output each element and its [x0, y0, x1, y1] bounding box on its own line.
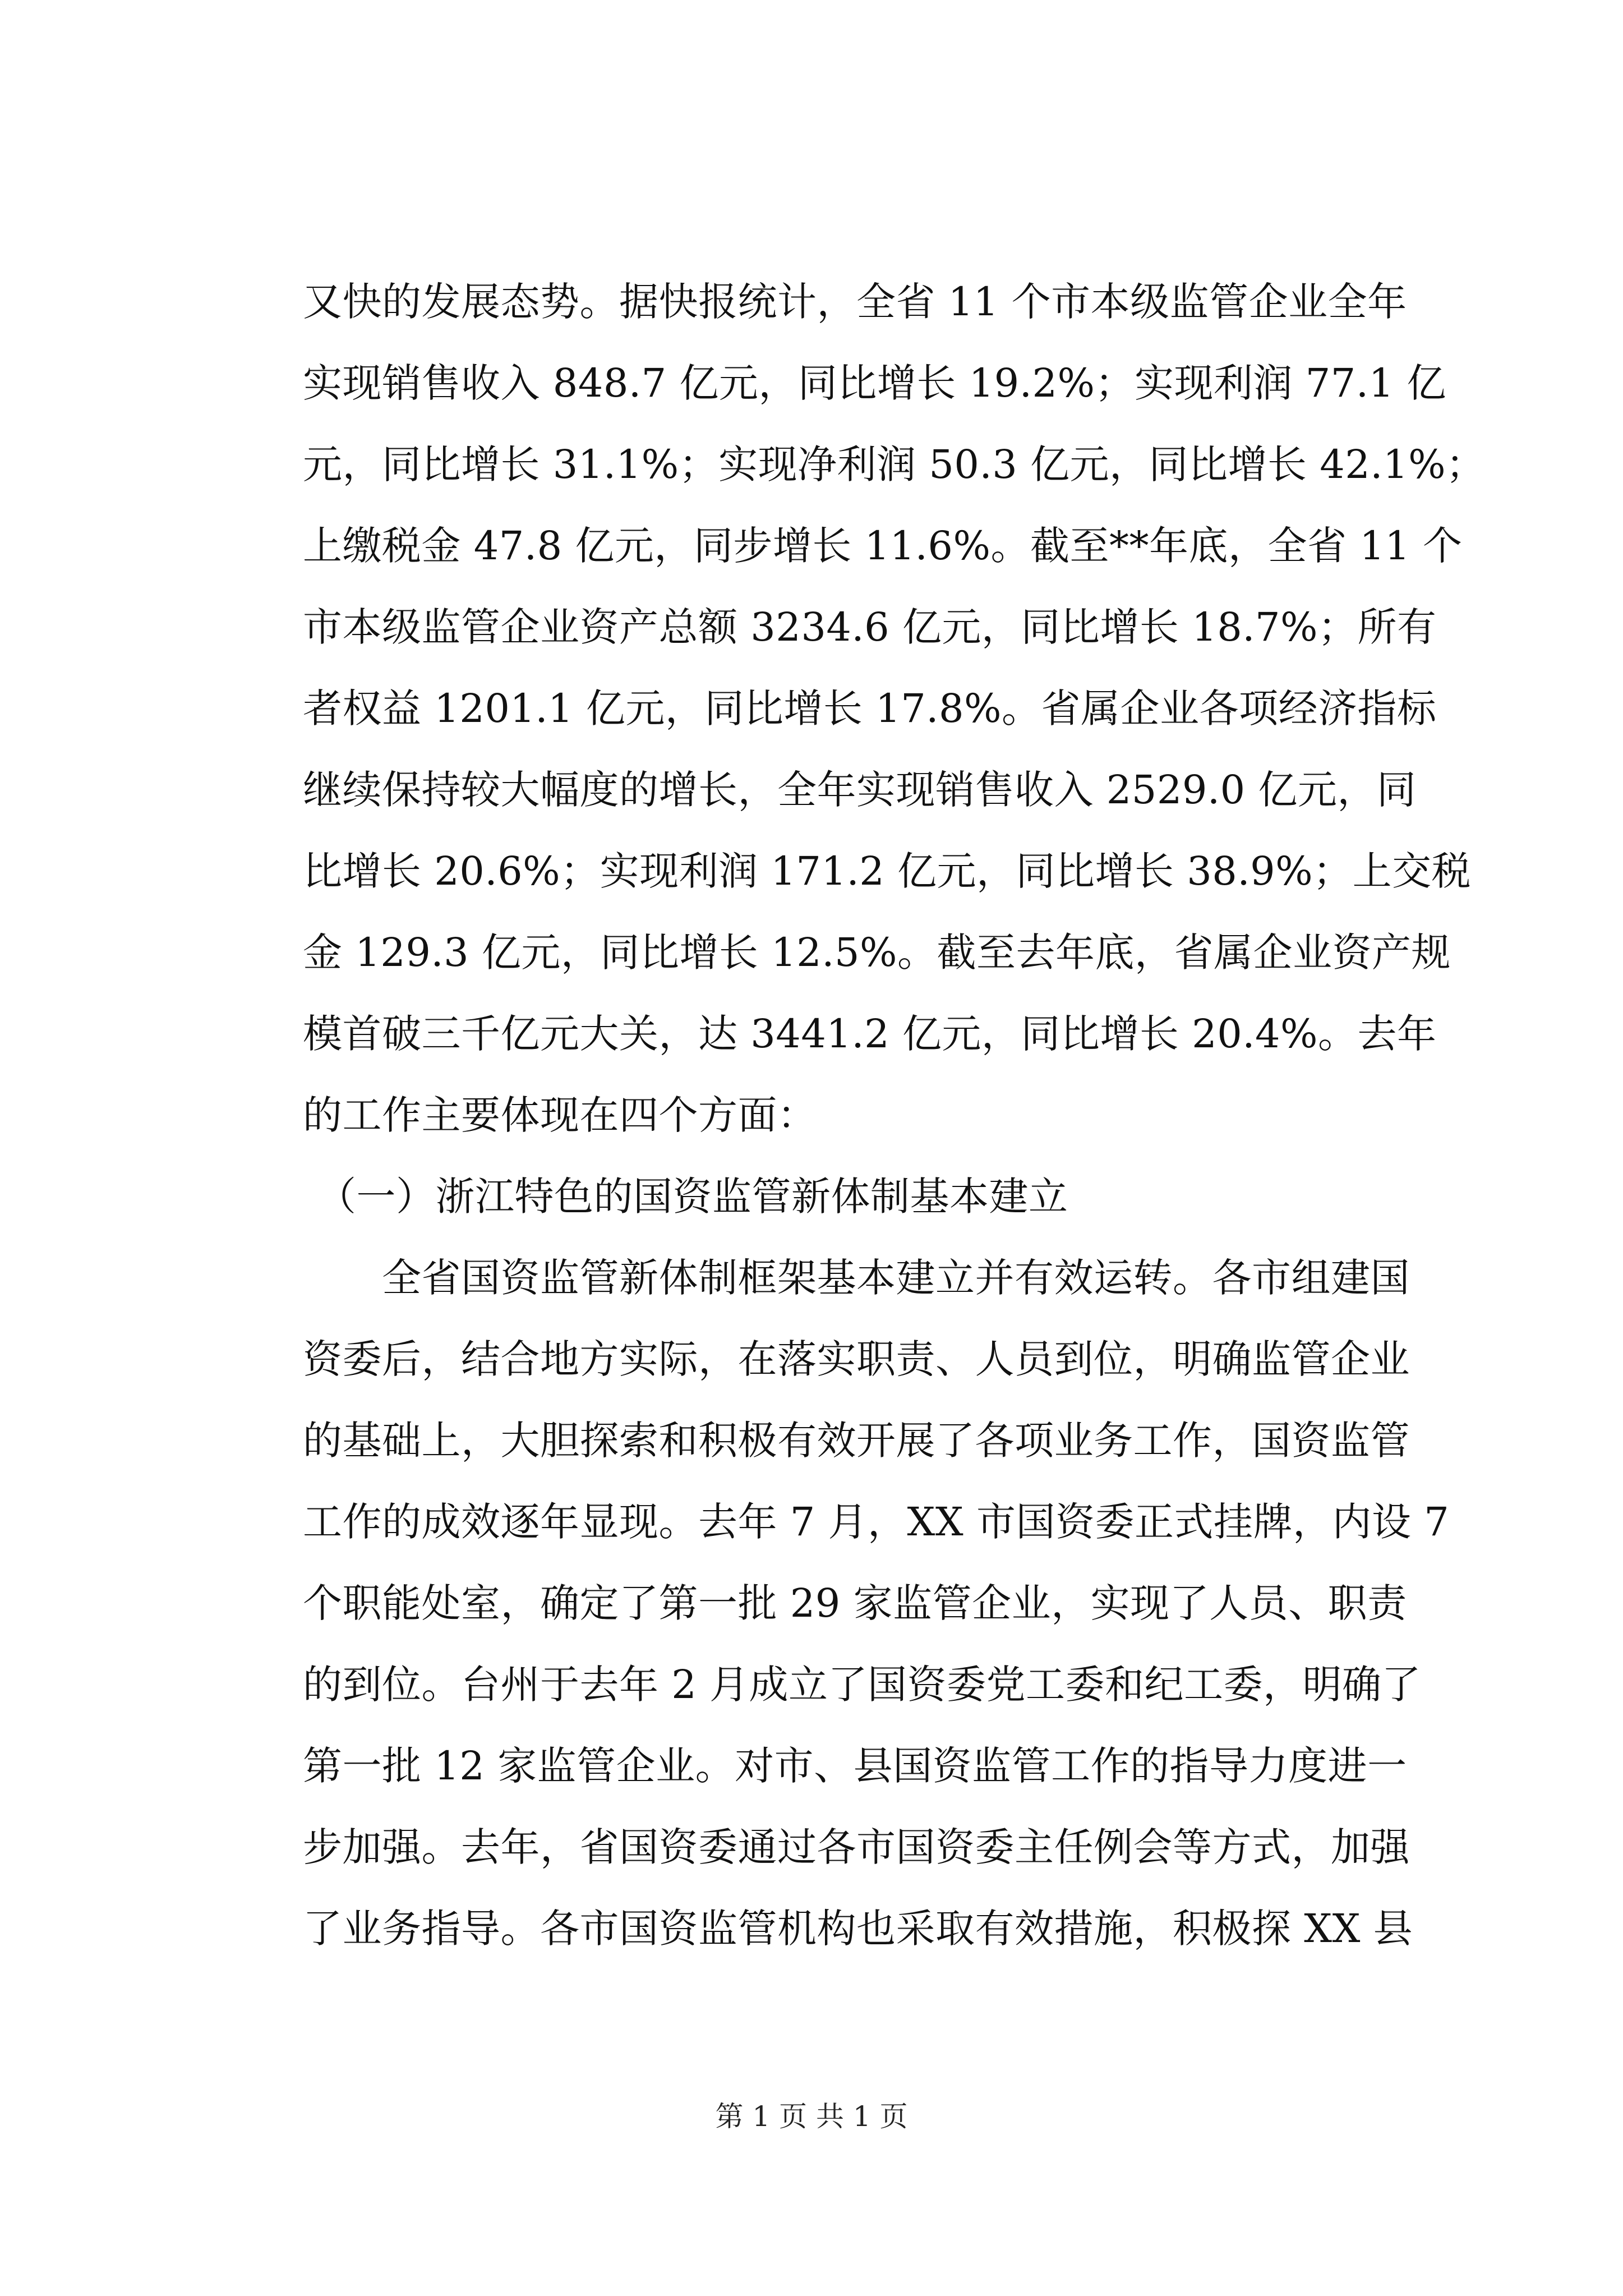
body-line: 个职能处室，确定了第一批 29 家监管企业，实现了人员、职责: [303, 1580, 1407, 1626]
body-line: 第一批 12 家监管企业。对市、县国资监管工作的指导力度进一: [303, 1743, 1407, 1789]
body-line: 了业务指导。各市国资监管机构也采取有效措施，积极探 XX 县: [303, 1906, 1413, 1952]
section-heading: （一）浙江特色的国资监管新体制基本建立: [317, 1174, 1068, 1220]
body-line: 继续保持较大幅度的增长，全年实现销售收入 2529.0 亿元，同: [303, 767, 1417, 813]
body-line: 工作的成效逐年显现。去年 7 月，XX 市国资委正式挂牌，内设 7: [303, 1499, 1450, 1545]
body-line: 者权益 1201.1 亿元，同比增长 17.8%。省属企业各项经济指标: [303, 685, 1437, 731]
body-line: 金 129.3 亿元，同比增长 12.5%。截至去年底，省属企业资产规: [303, 930, 1451, 976]
body-line: 的到位。台州于去年 2 月成立了国资委党工委和纪工委，明确了: [303, 1662, 1422, 1708]
body-line: 比增长 20.6%；实现利润 171.2 亿元，同比增长 38.9%；上交税: [303, 848, 1472, 894]
body-line: 又快的发展态势。据快报统计，全省 11 个市本级监管企业全年: [303, 279, 1407, 325]
document-body: [303, 261, 1486, 1970]
body-line: 的工作主要体现在四个方面：: [303, 1092, 817, 1138]
body-line: 元，同比增长 31.1%；实现净利润 50.3 亿元，同比增长 42.1%；: [303, 441, 1486, 487]
body-line: 的基础上，大胆探索和积极有效开展了各项业务工作，国资监管: [303, 1418, 1410, 1464]
body-line: 步加强。去年，省国资委通过各市国资委主任例会等方式，加强: [303, 1824, 1410, 1870]
body-line: 全省国资监管新体制框架基本建立并有效运转。各市组建国: [303, 1255, 1410, 1301]
body-line: 模首破三千亿元大关，达 3441.2 亿元，同比增长 20.4%。去年: [303, 1011, 1437, 1057]
page-number-label: 第 1 页 共 1 页: [715, 2100, 908, 2133]
body-line: 实现销售收入 848.7 亿元，同比增长 19.2%；实现利润 77.1 亿: [303, 360, 1446, 406]
page-footer: [0, 2097, 1623, 2136]
body-line: 上缴税金 47.8 亿元，同步增长 11.6%。截至**年底，全省 11 个: [303, 523, 1463, 569]
body-line: 资委后，结合地方实际，在落实职责、人员到位，明确监管企业: [303, 1336, 1410, 1382]
body-line: 市本级监管企业资产总额 3234.6 亿元，同比增长 18.7%；所有: [303, 604, 1437, 650]
